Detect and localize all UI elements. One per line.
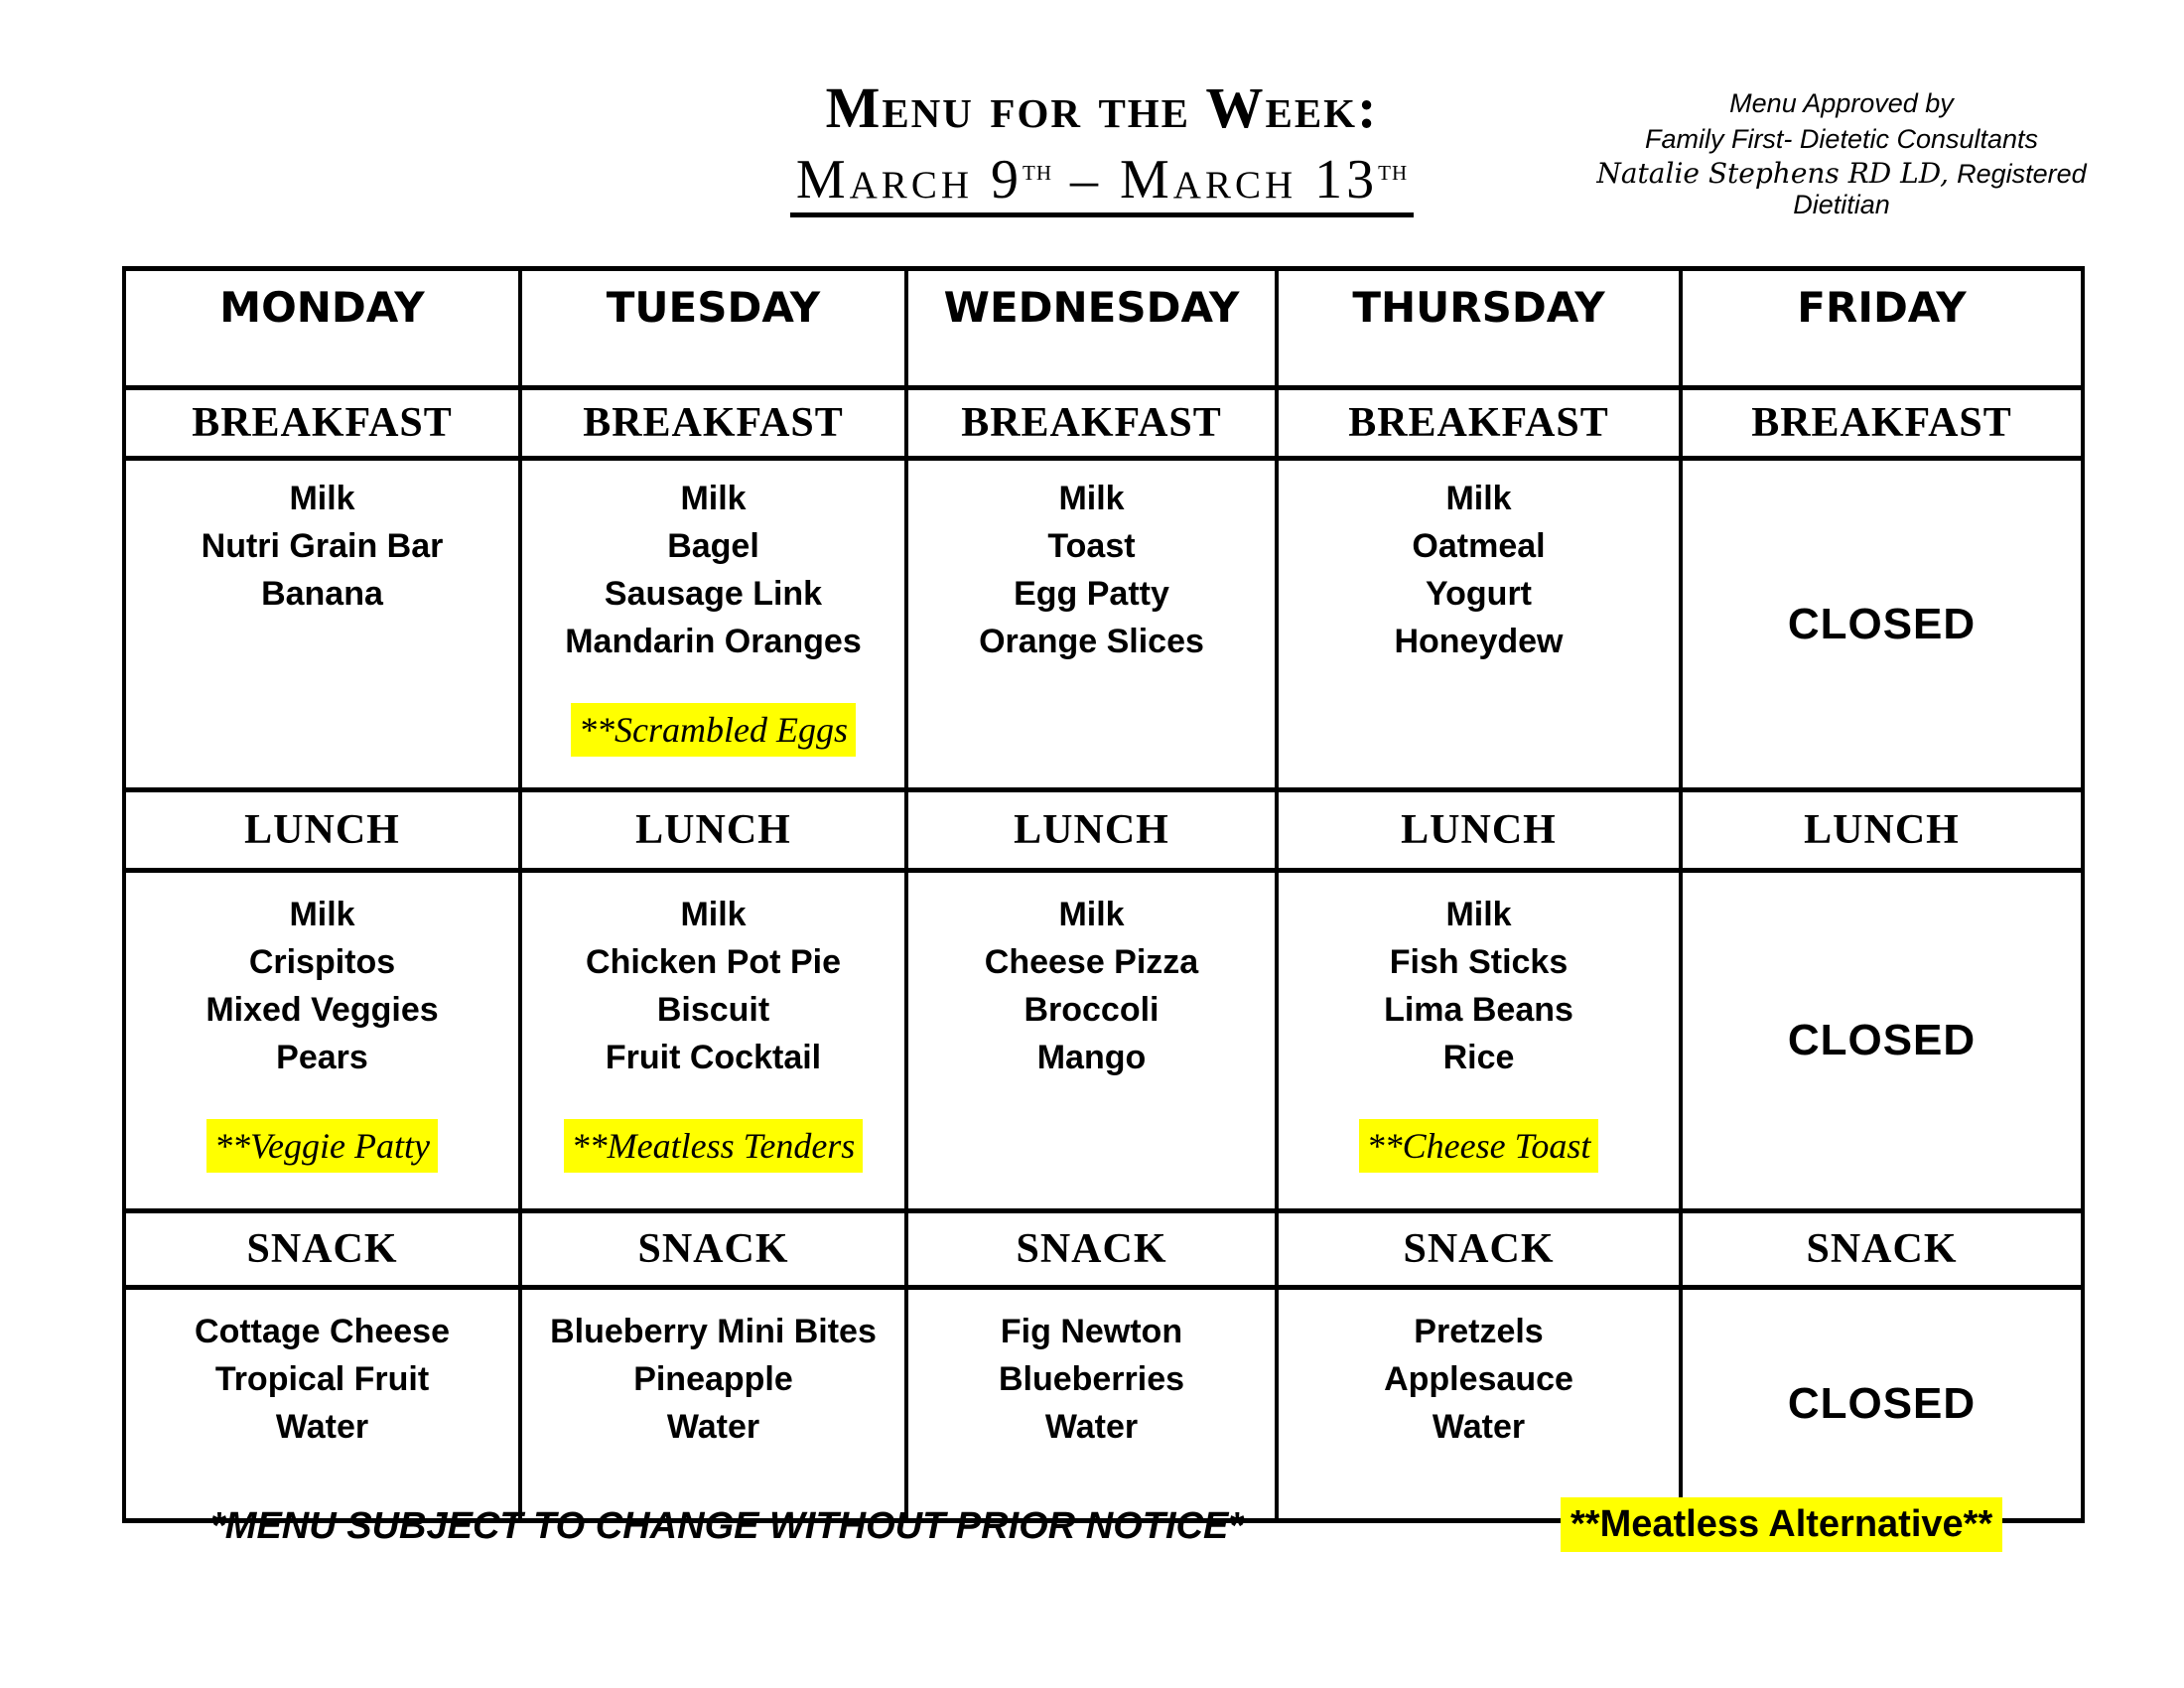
menu-item: Broccoli xyxy=(1024,991,1160,1029)
wednesday-breakfast-cell xyxy=(906,459,1277,790)
breakfast-label-wednesday: BREAKFAST xyxy=(906,388,1277,459)
friday-lunch-cell xyxy=(1681,871,2083,1211)
breakfast-label-friday: BREAKFAST xyxy=(1681,388,2083,459)
menu-item: Banana xyxy=(261,575,383,613)
date-range xyxy=(790,141,1414,217)
snack-label-thursday: SNACK xyxy=(1277,1211,1681,1288)
lunch-label-thursday: LUNCH xyxy=(1277,790,1681,871)
menu-item: Fish Sticks xyxy=(1389,943,1569,981)
day-header-monday: MONDAY xyxy=(124,269,520,388)
menu-item: Nutri Grain Bar xyxy=(201,527,444,565)
menu-item: Applesauce xyxy=(1384,1360,1573,1398)
menu-item: Toast xyxy=(1047,527,1136,565)
meatless-alternative-item: **Scrambled Eggs xyxy=(571,703,856,757)
date-ordinal-1: th xyxy=(1023,154,1052,187)
menu-table xyxy=(122,266,2085,1523)
menu-item: Fruit Cocktail xyxy=(605,1039,822,1076)
breakfast-label-tuesday: BREAKFAST xyxy=(520,388,906,459)
lunch-label-row xyxy=(124,790,2083,871)
meatless-alternative-item: **Veggie Patty xyxy=(206,1119,438,1173)
lunch-label-tuesday: LUNCH xyxy=(520,790,906,871)
menu-item: Cheese Pizza xyxy=(984,943,1199,981)
breakfast-items-row xyxy=(124,459,2083,790)
menu-item: Water xyxy=(1044,1408,1139,1446)
menu-item: Fig Newton xyxy=(1000,1313,1183,1350)
menu-item: Water xyxy=(275,1408,369,1446)
approval-line-3 xyxy=(1569,157,2115,220)
menu-item: Pretzels xyxy=(1414,1313,1544,1350)
day-header-tuesday: TUESDAY xyxy=(520,269,906,388)
meatless-alternative-legend: **Meatless Alternative** xyxy=(1561,1497,2002,1552)
day-header-friday: FRIDAY xyxy=(1681,269,2083,388)
day-header-thursday: THURSDAY xyxy=(1277,269,1681,388)
menu-item: Milk xyxy=(289,480,355,517)
snack-label-monday: SNACK xyxy=(124,1211,520,1288)
menu-item: Sausage Link xyxy=(604,575,823,613)
date-range-start: March 9 xyxy=(795,149,1023,211)
friday-breakfast-cell xyxy=(1681,459,2083,790)
approval-block xyxy=(1569,85,2115,220)
tuesday-lunch-cell xyxy=(520,871,906,1211)
menu-item: Tropical Fruit xyxy=(214,1360,430,1398)
wednesday-snack-cell xyxy=(906,1288,1277,1521)
friday-snack-cell xyxy=(1681,1288,2083,1521)
menu-item: Pears xyxy=(276,1039,368,1076)
meatless-alternative-item: **Meatless Tenders xyxy=(564,1119,864,1173)
lunch-items-row xyxy=(124,871,2083,1211)
snack-label-wednesday: SNACK xyxy=(906,1211,1277,1288)
snack-label-tuesday: SNACK xyxy=(520,1211,906,1288)
menu-item: Chicken Pot Pie xyxy=(586,943,841,981)
thursday-snack-cell xyxy=(1277,1288,1681,1521)
thursday-breakfast-cell xyxy=(1277,459,1681,790)
menu-item: Orange Slices xyxy=(979,623,1204,660)
menu-item: Milk xyxy=(680,480,747,517)
closed-label: CLOSED xyxy=(1787,1379,1977,1428)
date-range-end: – March 13 xyxy=(1052,149,1379,211)
menu-item: Cottage Cheese xyxy=(195,1313,450,1350)
menu-item: Blueberry Mini Bites xyxy=(550,1313,877,1350)
menu-item: Water xyxy=(1432,1408,1526,1446)
menu-item: Pineapple xyxy=(633,1360,793,1398)
meatless-alternative-item: **Cheese Toast xyxy=(1359,1119,1599,1173)
monday-lunch-cell xyxy=(124,871,520,1211)
tuesday-snack-cell xyxy=(520,1288,906,1521)
snack-label-row xyxy=(124,1211,2083,1288)
menu-item: Mandarin Oranges xyxy=(565,623,862,660)
approval-line-1: Menu Approved by xyxy=(1729,88,1954,118)
menu-item: Mango xyxy=(1036,1039,1147,1076)
menu-item: Water xyxy=(666,1408,760,1446)
menu-item: Milk xyxy=(1058,480,1125,517)
lunch-label-wednesday: LUNCH xyxy=(906,790,1277,871)
menu-item: Yogurt xyxy=(1425,575,1532,613)
menu-item: Milk xyxy=(1445,480,1512,517)
wednesday-lunch-cell xyxy=(906,871,1277,1211)
approval-line-2: Family First- Dietetic Consultants xyxy=(1644,124,2039,154)
snack-label-friday: SNACK xyxy=(1681,1211,2083,1288)
lunch-label-monday: LUNCH xyxy=(124,790,520,871)
menu-item: Milk xyxy=(680,896,747,933)
day-header-wednesday: WEDNESDAY xyxy=(906,269,1277,388)
thursday-lunch-cell xyxy=(1277,871,1681,1211)
menu-item: Lima Beans xyxy=(1384,991,1573,1029)
closed-label: CLOSED xyxy=(1787,1016,1977,1064)
snack-items-row xyxy=(124,1288,2083,1521)
menu-item: Mixed Veggies xyxy=(205,991,439,1029)
menu-item: Biscuit xyxy=(656,991,770,1029)
menu-item: Rice xyxy=(1442,1039,1515,1076)
breakfast-label-thursday: BREAKFAST xyxy=(1277,388,1681,459)
day-header-row xyxy=(124,269,2083,388)
menu-change-notice: *MENU SUBJECT TO CHANGE WITHOUT PRIOR NOTICE* xyxy=(210,1505,1244,1547)
breakfast-label-row xyxy=(124,388,2083,459)
monday-breakfast-cell xyxy=(124,459,520,790)
menu-item: Bagel xyxy=(667,527,759,565)
menu-item: Crispitos xyxy=(248,943,396,981)
breakfast-label-monday: BREAKFAST xyxy=(124,388,520,459)
monday-snack-cell xyxy=(124,1288,520,1521)
menu-item: Blueberries xyxy=(998,1360,1185,1398)
menu-item: Milk xyxy=(1445,896,1512,933)
closed-label: CLOSED xyxy=(1787,599,1977,648)
menu-item: Milk xyxy=(1058,896,1125,933)
page-title: Menu for the Week: xyxy=(825,75,1379,140)
menu-item: Egg Patty xyxy=(1014,575,1169,613)
title-block xyxy=(754,77,1449,217)
dietitian-signature: Natalie Stephens RD LD, xyxy=(1596,157,1950,190)
dietitian-title: Registered Dietitian xyxy=(1793,159,2087,219)
menu-item: Milk xyxy=(289,896,355,933)
menu-item: Oatmeal xyxy=(1412,527,1546,565)
lunch-label-friday: LUNCH xyxy=(1681,790,2083,871)
menu-item: Honeydew xyxy=(1394,623,1564,660)
date-ordinal-2: th xyxy=(1378,154,1409,187)
tuesday-breakfast-cell xyxy=(520,459,906,790)
